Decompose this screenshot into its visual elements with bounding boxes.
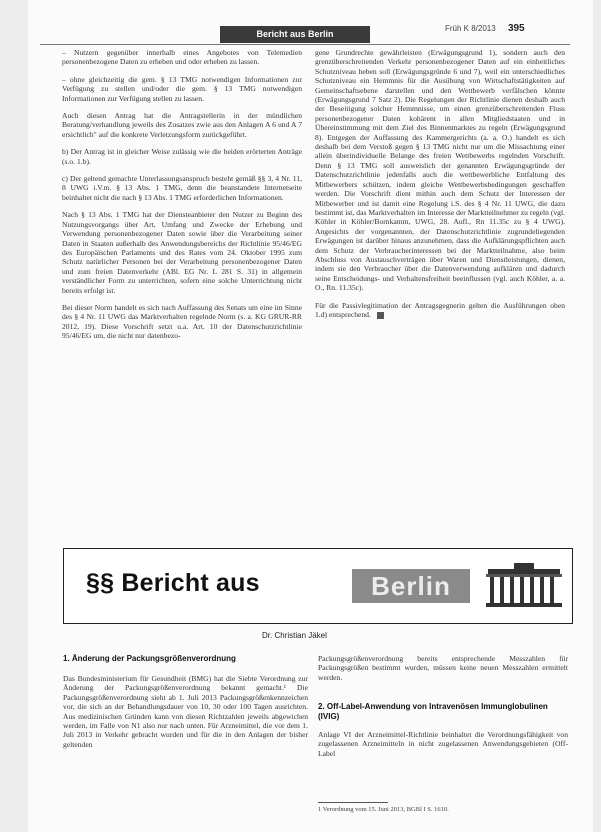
paragraph: – Nutzern gegenüber innerhalb eines Angebotes von Telemedien personenbezogene Daten zu erheben und oder erheben zu lassen. bbox=[62, 48, 302, 67]
page-number: 395 bbox=[507, 23, 525, 34]
paragraph-text: Für die Passivlegitimation der Antragsgegnerin gelten die Ausführungen oben 1.d) entsprechend. bbox=[315, 300, 565, 319]
journal-issue: Früh K 8/2013 bbox=[445, 24, 496, 33]
footnote-rule bbox=[318, 802, 388, 803]
section-body-continued bbox=[318, 654, 568, 682]
paragraph: gene Grundrechte gewährleisten (Erwägungsgrund 1), sondern auch den grenzüberschreitenden Verkehr personenbezogener Daten auf ein einheitliches Schutzniveau heben soll (Erwägungsgründe 6 und 7), weil ein unterschiedliches Schutzniveau ein Hemmnis für die Ausübung von Wirtschaftstätigkeiten auf Gemeinschaftsebene darstellen und den Wettbewerb verfälschen könnte (Erwägungsgrund 7 Satz 2). Die Regelungen der Richtlinie dienen deshalb auch der Beseitigung solcher Hemmnisse, um einen grenzüberschreitenden Fluss personenbezogener Daten kohärent in allen Mitgliedstaaten und in Übereinstimmung mit dem Ziel des Binnenmarktes zu regeln (Erwägungsgrund 8). Entgegen der Auffassung des Kammergerichts (a. a. O.) handelt es sich deshalb bei dem Verstoß gegen § 13 TMG nicht nur um die Missachtung einer allein überindividuelle Belange des freien Wettbewerbs regelnden Vorschrift. Denn § 13 TMG soll ausweislich der genannten Erwägungsgründe der Datenschutzrichtlinie jedenfalls auch die wettbewerbliche Entfaltung des Mitbewerbers schützen, indem gleiche Wettbewerbsbedingungen geschaffen werden. Die Vorschrift dient mithin auch dem Schutz der Interessen der Mitbewerber und ist damit eine Regelung i.S. des § 4 Nr. 11 UWG, die dazu bestimmt ist, das Marktverhalten im Interesse der Marktteilnehmer zu regeln (vgl. Köhler in Köhler/Bornkamm, UWG, 28. Aufl., Rn 11.35c zu § 4 UWG). Angesichts der vorgenannten, der Datenschutzrichtlinie zugrundeliegenden Erwägungen ist darüber hinaus anzunehmen, dass die Aufklärungspflichten auch dem Schutz der Verbraucherinteressen bei der Marktteilnahme, also beim Abschluss von Austauschverträgen über Waren und Dienstleistungen, dienen, indem sie den Verbraucher über die Datenverwendung aufklären und dadurch seine Entscheidungs- und Verhaltensfreiheit beeinflussen (vgl. auch Köhler, a. a. O., Rn. 11.35c). bbox=[315, 48, 565, 293]
section-header: Bericht aus Berlin bbox=[220, 26, 370, 43]
berlin-report-banner bbox=[63, 548, 573, 624]
paragraph: Auch diesen Antrag hat die Antragstellerin in der mündlichen Beratung/verhandlung jeweils des Zusatzes zwie aus den Anlagen A 6 und A 7 ersichtlich" auf die konkrete Verletzungsform zurückgeführt. bbox=[62, 111, 302, 139]
paragraph: c) Der geltend gemachte Unterlassungsanspruch besteht gemäß §§ 3, 4 Nr. 11, 8 UWG i.V.m. § 13 Abs. 1 TMG, denn die beanstandete Internetseite beinhaltet nicht die nach § 13 Abs. 1 TMG erforderlichen Informationen. bbox=[62, 174, 302, 202]
section-heading: 1. Änderung der Packungsgrößenverordnung bbox=[63, 654, 236, 663]
section-body bbox=[63, 674, 308, 749]
section-heading: 2. Off-Label-Anwendung von Intravenösen Immunglobulinen (IVIG) bbox=[318, 702, 548, 721]
banner-highlight: Berlin bbox=[352, 569, 470, 603]
paragraph: Nach § 13 Abs. 1 TMG hat der Diensteanbieter den Nutzer zu Beginn des Nutzungsvorgangs über Art, Umfang und Zwecke der Erhebung und Verwendung personenbezogener Daten sowie über die Verarbeitung seiner Daten in Staaten außerhalb des Anwendungsbereichs der Richtlinie 95/46/EG des Europäischen Parlaments und des Rates vom 24. Oktober 1995 zum Schutz natürlicher Personen bei der Verarbeitung personenbezogener Daten und zum freien Datenverkehr (ABl. EG Nr. L 281 S. 31) in allgemein verständlicher Form zu unterrichten, sofern eine solche Unterrichtung nicht bereits erfolgt ist. bbox=[62, 210, 302, 295]
journal-reference bbox=[445, 23, 525, 34]
paragraph: – ohne gleichzeitig die gem. § 13 TMG notwendigen Informationen zur Verfügung zu stellen und/oder die gem. § 13 TMG notwendigen Informationen zur Verfügung stellen zu lassen. bbox=[62, 74, 302, 103]
paragraph: Packungsgrößenverordnung bereits entsprechende Messzahlen für Packungsgrößen bestimmt wurden, müssen keine neuen Messzahlen ermittelt werden. bbox=[318, 654, 568, 682]
paragraph: Das Bundesministerium für Gesundheit (BMG) hat die Siebte Verordnung zur Änderung der Packungsgrößenverordnung bekannt gemacht.¹ Die Packungsgrößenverordnung sieht ab 1. Juli 2013 Packungsgrößenkennzeichen vor, die sich an der Behandlungsdauer von 10, 30 oder 100 Tagen ausrichten. Aus medizinischen Gründen kann von diesen Richtzahlen jeweils abgewichen werden, im Falle von N1 also nur nach unten. Für Arzneimittel, die vor dem 1. Juli 2013 in Verkehr gebracht wurden und für die in den Anlagen der bisher geltenden bbox=[63, 674, 308, 749]
footnote: 1 Verordnung vom 15. Juni 2013, BGBl I S. 1610. bbox=[318, 806, 449, 813]
paragraph: Anlage VI der Arzneimittel-Richtlinie beinhaltet die Verordnungsfähigkeit von zugelassenen Arzneimitteln in nicht zugelassenen Anwendungsgebieten (Off-Label bbox=[318, 730, 568, 758]
end-of-article-icon bbox=[377, 312, 384, 319]
paragraph: b) Der Antrag ist in gleicher Weise zulässig wie die beiden erörterten Anträge (s.o. 1.b). bbox=[62, 147, 302, 166]
header-rule bbox=[40, 44, 570, 45]
author-name: Dr. Christian Jäkel bbox=[262, 631, 327, 640]
brandenburg-gate-icon bbox=[484, 561, 564, 609]
article-right-column bbox=[315, 48, 565, 327]
section-body bbox=[318, 730, 568, 758]
paragraph: Bei dieser Norm handelt es sich nach Auffassung des Senats um eine im Sinne des § 4 Nr. 11 UWG das Marktverhalten regelnde Norm (s. a. KG GRUR-RR 2012, 19). Diese Vorschrift setzt u.a. Art. 10 der Datenschutzrichtlinie 95/46/EG um, die nicht nur datenbezo- bbox=[62, 302, 302, 341]
article-left-column bbox=[62, 48, 302, 349]
closing-paragraph bbox=[315, 301, 565, 320]
banner-title: §§ Bericht aus bbox=[86, 569, 260, 597]
